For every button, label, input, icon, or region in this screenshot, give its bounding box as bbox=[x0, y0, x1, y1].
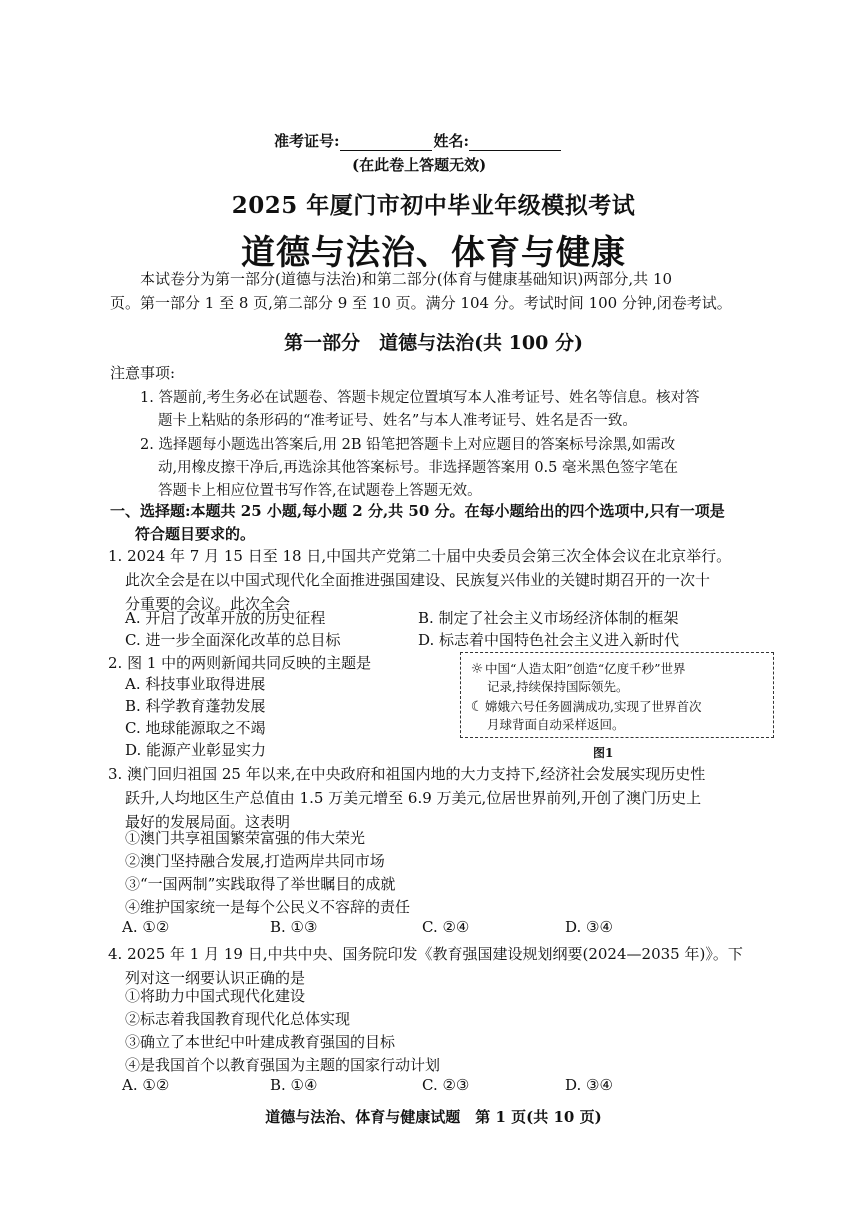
note-2-line-1: 2. 选择题每小题选出答案后,用 2B 铅笔把答题卡上对应题目的答案标号涂黑,如需改 bbox=[140, 437, 676, 453]
name-label: 姓名: bbox=[433, 132, 470, 150]
q3-item-2: ②澳门坚持融合发展,打造两岸共同市场 bbox=[125, 852, 385, 870]
news-item-2-line-1 bbox=[469, 697, 701, 715]
q4-item-1: ①将助力中国式现代化建设 bbox=[125, 987, 306, 1005]
q1-option-b: B. 制定了社会主义市场经济体制的框架 bbox=[418, 609, 679, 627]
sun-icon: ☼ bbox=[470, 661, 484, 677]
figure-1-news-box bbox=[460, 652, 774, 738]
subject-title: 道德与法治、体育与健康 bbox=[241, 233, 626, 273]
q1-option-c: C. 进一步全面深化改革的总目标 bbox=[125, 631, 341, 649]
part-title: 第一部分 道德与法治(共 100 分) bbox=[284, 332, 583, 354]
answer-warning: (在此卷上答题无效) bbox=[352, 156, 487, 174]
q4-line-2: 列对这一纲要认识正确的是 bbox=[125, 969, 306, 987]
news-2-text-2: 月球背面自动采样返回。 bbox=[487, 717, 625, 732]
note-1-line-2: 题卡上粘贴的条形码的“准考证号、姓名”与本人准考证号、姓名是否一致。 bbox=[158, 413, 637, 429]
exam-id-blank bbox=[340, 136, 432, 151]
q3-option-d: D. ③④ bbox=[565, 918, 613, 936]
q3-option-a: A. ①② bbox=[122, 918, 170, 936]
section-1-line-2: 符合题目要求的。 bbox=[135, 525, 256, 543]
q4-item-3: ③确立了本世纪中叶建成教育强国的目标 bbox=[125, 1033, 396, 1051]
news-1-text-2: 记录,持续保持国际领先。 bbox=[487, 679, 629, 694]
figure-1-caption: 图1 bbox=[593, 746, 614, 760]
q4-option-d: D. ③④ bbox=[565, 1076, 613, 1094]
exam-id-label: 准考证号: bbox=[274, 132, 340, 150]
notes-heading: 注意事项: bbox=[110, 364, 176, 382]
q1-line-1: 1. 2024 年 7 月 15 日至 18 日,中国共产党第二十届中央委员会第三次全体会议在北京举行。 bbox=[108, 547, 732, 565]
q3-item-4: ④维护国家统一是每个公民义不容辞的责任 bbox=[125, 898, 411, 916]
q1-line-2: 此次全会是在以中国式现代化全面推进强国建设、民族复兴伟业的关键时期召开的一次十 bbox=[125, 571, 711, 589]
q3-item-1: ①澳门共享祖国繁荣富强的伟大荣光 bbox=[125, 829, 366, 847]
page-footer: 道德与法治、体育与健康试题 第 1 页(共 10 页) bbox=[265, 1108, 602, 1126]
q1-line-3: 分重要的会议。此次全会 bbox=[125, 595, 291, 613]
q4-option-b: B. ①④ bbox=[270, 1076, 318, 1094]
q4-item-2: ②标志着我国教育现代化总体实现 bbox=[125, 1010, 351, 1028]
q2-option-c: C. 地球能源取之不竭 bbox=[125, 719, 266, 737]
q3-item-3: ③“一国两制”实践取得了举世瞩目的成就 bbox=[125, 875, 396, 893]
q2-option-b: B. 科学教育蓬勃发展 bbox=[125, 697, 266, 715]
note-2-line-2: 动,用橡皮擦干净后,再选涂其他答案标号。非选择题答案用 0.5 毫米黑色签字笔在 bbox=[158, 460, 678, 476]
q2-option-d: D. 能源产业彰显实力 bbox=[125, 741, 267, 759]
q4-option-a: A. ①② bbox=[122, 1076, 170, 1094]
news-2-text-1: 嫦娥六号任务圆满成功,实现了世界首次 bbox=[485, 699, 702, 714]
q1-option-a: A. 开启了改革开放的历史征程 bbox=[125, 609, 326, 627]
moon-icon: ☾ bbox=[470, 699, 484, 715]
q3-line-3: 最好的发展局面。这表明 bbox=[125, 813, 291, 831]
q2-stem: 2. 图 1 中的两则新闻共同反映的主题是 bbox=[108, 654, 372, 672]
q4-option-c: C. ②③ bbox=[422, 1076, 470, 1094]
q3-line-1: 3. 澳门回归祖国 25 年以来,在中央政府和祖国内地的大力支持下,经济社会发展实现历史性 bbox=[108, 765, 706, 783]
note-1-line-1: 1. 答题前,考生务必在试题卷、答题卡规定位置填写本人准考证号、姓名等信息。核对答 bbox=[140, 390, 700, 406]
q2-option-a: A. 科技事业取得进展 bbox=[125, 675, 266, 693]
name-blank bbox=[469, 136, 561, 151]
note-2-line-3: 答题卡上相应位置书写作答,在试题卷上答题无效。 bbox=[158, 483, 482, 499]
q3-option-b: B. ①③ bbox=[270, 918, 318, 936]
intro-line-1: 本试卷分为第一部分(道德与法治)和第二部分(体育与健康基础知识)两部分,共 10 bbox=[140, 270, 673, 288]
q4-line-1: 4. 2025 年 1 月 19 日,中共中央、国务院印发《教育强国建设规划纲要(2024—2035 年)》。下 bbox=[108, 945, 743, 963]
q4-item-4: ④是我国首个以教育强国为主题的国家行动计划 bbox=[125, 1056, 441, 1074]
exam-title: 2025 年厦门市初中毕业年级模拟考试 bbox=[231, 192, 636, 219]
news-1-text-1: 中国“人造太阳”创造“亿度千秒”世界 bbox=[485, 661, 686, 676]
q1-option-d: D. 标志着中国特色社会主义进入新时代 bbox=[418, 631, 680, 649]
intro-line-2: 页。第一部分 1 至 8 页,第二部分 9 至 10 页。满分 104 分。考试时间 100 分钟,闭卷考试。 bbox=[110, 294, 732, 312]
section-1-line-1: 一、选择题:本题共 25 小题,每小题 2 分,共 50 分。在每小题给出的四个选项中,只有一项是 bbox=[110, 502, 725, 520]
q3-line-2: 跃升,人均地区生产总值由 1.5 万美元增至 6.9 万美元,位居世界前列,开创了澳门历史上 bbox=[125, 789, 702, 807]
q3-option-c: C. ②④ bbox=[422, 918, 470, 936]
news-item-1-line-1 bbox=[469, 659, 686, 677]
exam-id-row bbox=[274, 130, 561, 151]
